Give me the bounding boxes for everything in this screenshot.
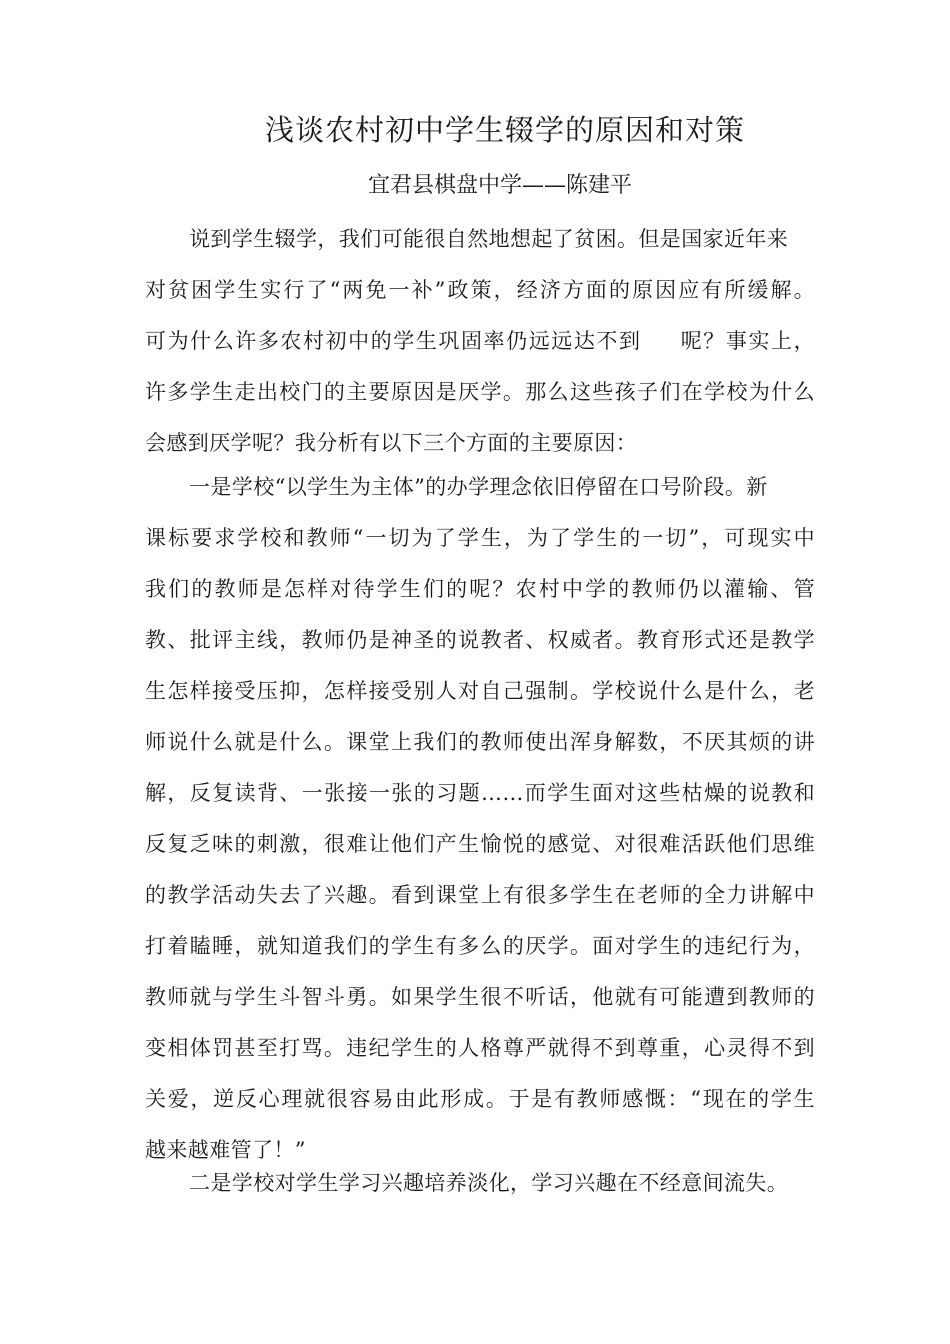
paragraph-line: 教师就与学生斗智斗勇。如果学生很不听话，他就有可能遭到教师的 [145, 985, 815, 1009]
paragraph-line: 打着瞌睡，就知道我们的学生有多么的厌学。面对学生的违纪行为， [145, 934, 815, 958]
paragraph-line [145, 316, 815, 367]
paragraph-3 [145, 1158, 815, 1209]
paragraph-line: 会感到厌学呢？我分析有以下三个方面的主要原因： [145, 431, 638, 455]
paragraph-line: 一是学校“以学生为主体”的办学理念依旧停留在口号阶段。新 [189, 475, 768, 499]
paragraph-line: 教、批评主线，教师仍是神圣的说教者、权威者。教育形式还是教学 [145, 628, 815, 652]
paragraph-line: 越来越难管了！” [145, 1138, 306, 1162]
paragraph-line: 许多学生走出校门的主要原因是厌学。那么这些孩子们在学校为什么 [145, 380, 815, 404]
paragraph-2 [145, 462, 815, 1176]
paragraph-line: 关爱，逆反心理就很容易由此形成。于是有教师感慨：“现在的学生 [145, 1087, 815, 1111]
paragraph-line: 解，反复读背、一张接一张的习题……而学生面对这些枯燥的说教和 [145, 781, 815, 805]
document-title: 浅谈农村初中学生辍学的原因和对策 [264, 113, 745, 147]
paragraph-line: 对贫困学生实行了“两免一补”政策，经济方面的原因应有所缓解。 [145, 278, 815, 302]
paragraph-line: 变相体罚甚至打骂。违纪学生的人格尊严就得不到尊重，心灵得不到 [145, 1036, 815, 1060]
paragraph-line: 师说什么就是什么。课堂上我们的教师使出浑身解数，不厌其烦的讲 [145, 730, 815, 754]
paragraph-line: 课标要求学校和教师“一切为了学生，为了学生的一切”，可现实中 [145, 526, 815, 550]
document-author: 宜君县棋盘中学——陈建平 [367, 173, 632, 198]
paragraph-line: 反复乏味的刺激，很难让他们产生愉悦的感觉、对很难活跃他们思维 [145, 832, 815, 856]
paragraph-1 [145, 214, 815, 469]
paragraph-line: 二是学校对学生学习兴趣培养淡化，学习兴趣在不经意间流失。 [189, 1171, 789, 1195]
paragraph-line: 的教学活动失去了兴趣。看到课堂上有很多学生在老师的全力讲解中 [145, 883, 815, 907]
paragraph-line-part: 可为什么许多农村初中的学生巩固率仍远远达不到 [145, 329, 642, 353]
paragraph-line-part: 呢？事实上， [679, 329, 815, 353]
paragraph-line: 生怎样接受压抑，怎样接受别人对自己强制。学校说什么是什么，老 [145, 679, 815, 703]
paragraph-line: 我们的教师是怎样对待学生们的呢？农村中学的教师仍以灌输、管 [145, 577, 815, 601]
paragraph-line: 说到学生辍学，我们可能很自然地想起了贫困。但是国家近年来 [189, 227, 789, 251]
